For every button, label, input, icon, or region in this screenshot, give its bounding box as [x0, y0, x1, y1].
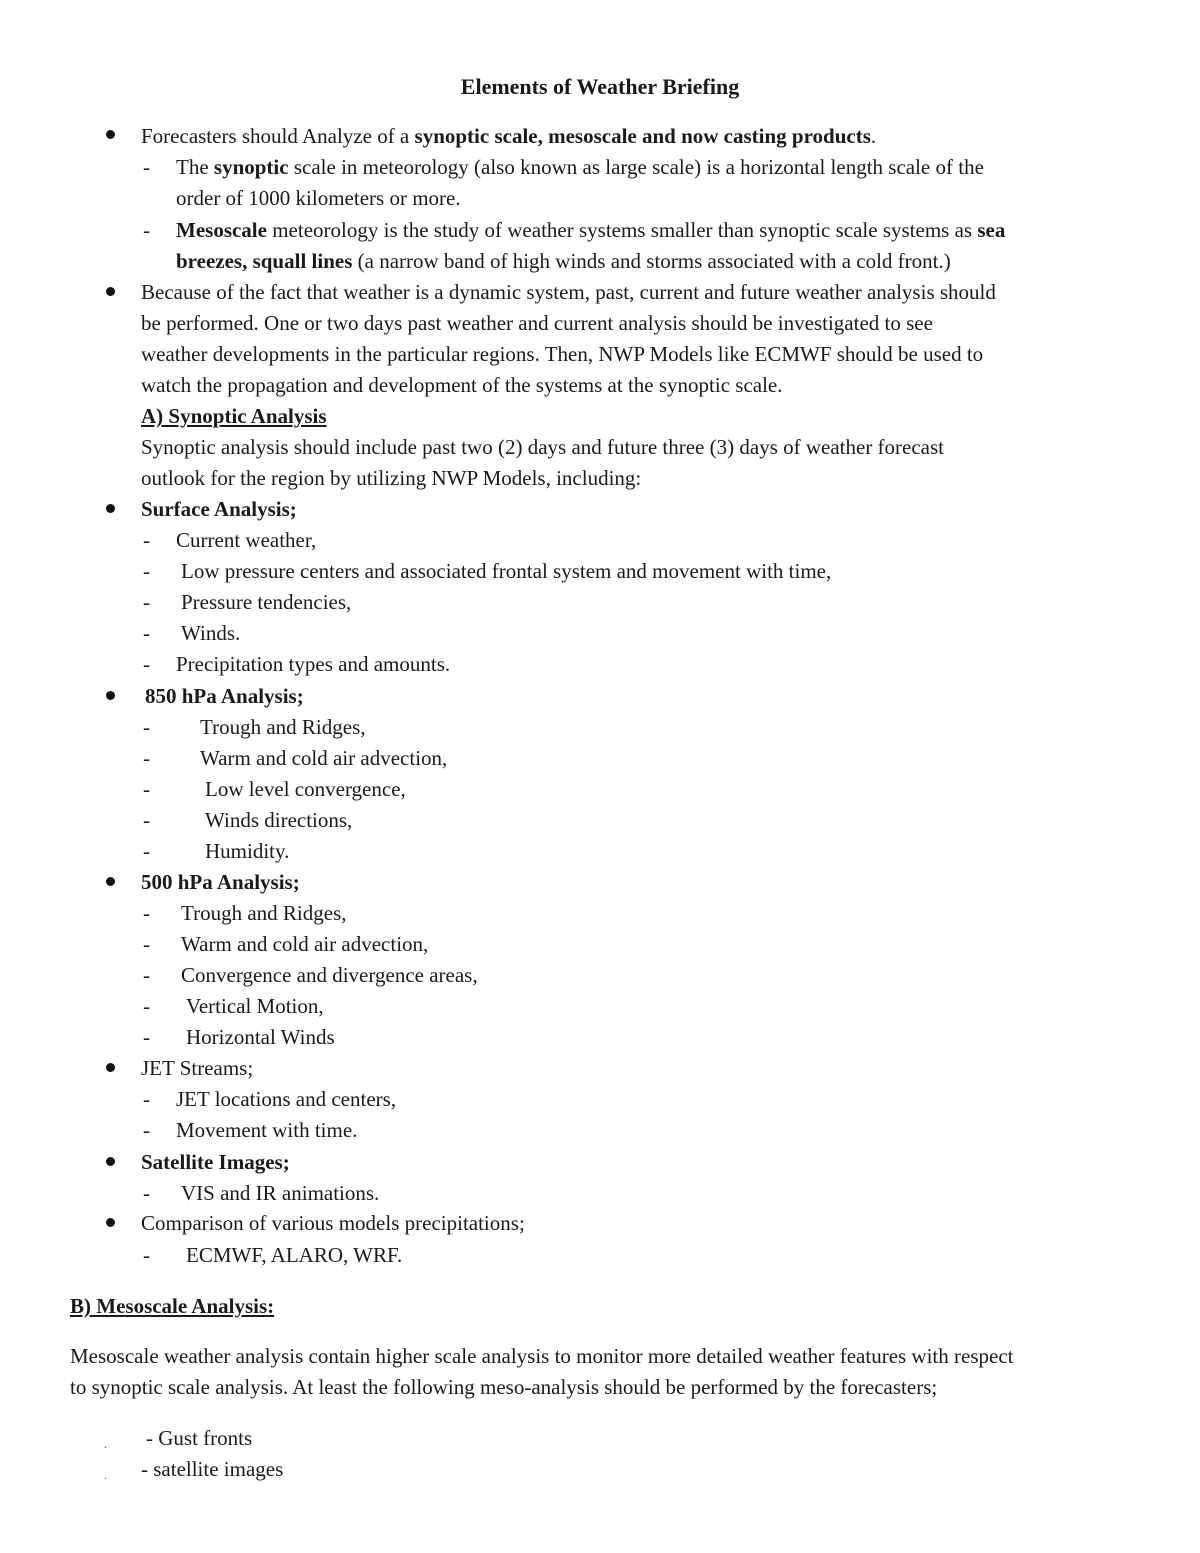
- dash-marker: -: [143, 777, 150, 801]
- dash-marker: -: [143, 901, 150, 925]
- bullet-icon: [106, 691, 115, 700]
- bullet-icon: [106, 877, 115, 886]
- dash-marker: -: [143, 1243, 150, 1267]
- dash-marker: -: [143, 559, 150, 583]
- document-title: Elements of Weather Briefing: [460, 74, 740, 99]
- dash-marker: -: [143, 808, 150, 832]
- surface-item: Low pressure centers and associated frontal system and movement with time,: [181, 559, 832, 583]
- dash-marker: -: [143, 932, 150, 956]
- satellite-item: VIS and IR animations.: [181, 1181, 380, 1205]
- 850-hpa-item: Winds directions,: [205, 808, 353, 832]
- jet-streams-heading: JET Streams;: [141, 1056, 254, 1080]
- intro-bullet-2-line-4: watch the propagation and development of the systems at the synoptic scale.: [141, 373, 783, 397]
- dash-marker: -: [143, 963, 150, 987]
- section-a-paragraph-line-2: outlook for the region by utilizing NWP Models, including:: [141, 466, 642, 490]
- list-marker: .: [104, 1468, 107, 1482]
- mesoscale-definition-line-2: breezes, squall lines (a narrow band of high winds and storms associated with a cold front.): [176, 249, 951, 273]
- dash-marker: -: [143, 652, 150, 676]
- 850-hpa-item: Humidity.: [205, 839, 290, 863]
- bullet-icon: [106, 287, 115, 296]
- 850-hpa-item: Trough and Ridges,: [200, 715, 366, 739]
- 500-hpa-item: Warm and cold air advection,: [181, 932, 429, 956]
- jet-item: Movement with time.: [176, 1118, 358, 1142]
- section-a-heading: A) Synoptic Analysis: [141, 404, 327, 428]
- bullet-icon: [106, 504, 115, 513]
- intro-bullet-2-line-3: weather developments in the particular regions. Then, NWP Models like ECMWF should be used to: [141, 342, 984, 366]
- list-marker: .: [104, 1437, 107, 1451]
- 850-hpa-item: Low level convergence,: [205, 777, 406, 801]
- bullet-icon: [106, 1063, 115, 1072]
- dash-marker: -: [143, 155, 150, 179]
- dash-marker: -: [143, 1025, 150, 1049]
- dash-marker: -: [143, 1118, 150, 1142]
- jet-item: JET locations and centers,: [176, 1087, 397, 1111]
- surface-item: Current weather,: [176, 528, 317, 552]
- 850-hpa-item: Warm and cold air advection,: [200, 746, 448, 770]
- dash-marker: -: [143, 218, 150, 242]
- 500-hpa-item: Vertical Motion,: [186, 994, 324, 1018]
- comparison-heading: Comparison of various models precipitations;: [141, 1211, 525, 1235]
- bullet-icon: [106, 1218, 115, 1227]
- surface-item: Pressure tendencies,: [181, 590, 352, 614]
- 500-hpa-item: Convergence and divergence areas,: [181, 963, 478, 987]
- surface-item: Precipitation types and amounts.: [176, 652, 451, 676]
- section-a-paragraph-line-1: Synoptic analysis should include past two (2) days and future three (3) days of weather forecast: [141, 435, 945, 459]
- satellite-images-heading: Satellite Images;: [141, 1150, 290, 1174]
- dash-marker: -: [143, 621, 150, 645]
- intro-bullet-1: Forecasters should Analyze of a synoptic scale, mesoscale and now casting products.: [141, 124, 877, 148]
- mesoscale-item: - Gust fronts: [146, 1426, 253, 1450]
- bullet-icon: [106, 1157, 115, 1166]
- 850-hpa-heading: 850 hPa Analysis;: [145, 684, 304, 708]
- synoptic-definition-line-1: The synoptic scale in meteorology (also known as large scale) is a horizontal length scale of the: [176, 155, 984, 179]
- surface-item: Winds.: [181, 621, 241, 645]
- comparison-item: ECMWF, ALARO, WRF.: [186, 1243, 403, 1267]
- mesoscale-definition-line-1: Mesoscale meteorology is the study of weather systems smaller than synoptic scale systems as sea: [176, 218, 1006, 242]
- section-b-paragraph-line-2: to synoptic scale analysis. At least the following meso-analysis should be performed by the forecasters;: [70, 1375, 938, 1399]
- dash-marker: -: [143, 1181, 150, 1205]
- dash-marker: -: [143, 994, 150, 1018]
- bullet-icon: [106, 130, 115, 139]
- dash-marker: -: [143, 528, 150, 552]
- 500-hpa-item: Trough and Ridges,: [181, 901, 347, 925]
- dash-marker: -: [143, 590, 150, 614]
- dash-marker: -: [143, 746, 150, 770]
- 500-hpa-heading: 500 hPa Analysis;: [141, 870, 300, 894]
- 500-hpa-item: Horizontal Winds: [186, 1025, 335, 1049]
- section-b-paragraph-line-1: Mesoscale weather analysis contain higher scale analysis to monitor more detailed weather features with respect: [70, 1344, 1014, 1368]
- mesoscale-item: - satellite images: [141, 1457, 284, 1481]
- dash-marker: -: [143, 839, 150, 863]
- dash-marker: -: [143, 715, 150, 739]
- surface-analysis-heading: Surface Analysis;: [141, 497, 297, 521]
- intro-bullet-2-line-1: Because of the fact that weather is a dynamic system, past, current and future weather analysis should: [141, 280, 996, 304]
- section-b-heading: B) Mesoscale Analysis:: [70, 1294, 275, 1318]
- dash-marker: -: [143, 1087, 150, 1111]
- synoptic-definition-line-2: order of 1000 kilometers or more.: [176, 186, 461, 210]
- intro-bullet-2-line-2: be performed. One or two days past weather and current analysis should be investigated to see: [141, 311, 933, 335]
